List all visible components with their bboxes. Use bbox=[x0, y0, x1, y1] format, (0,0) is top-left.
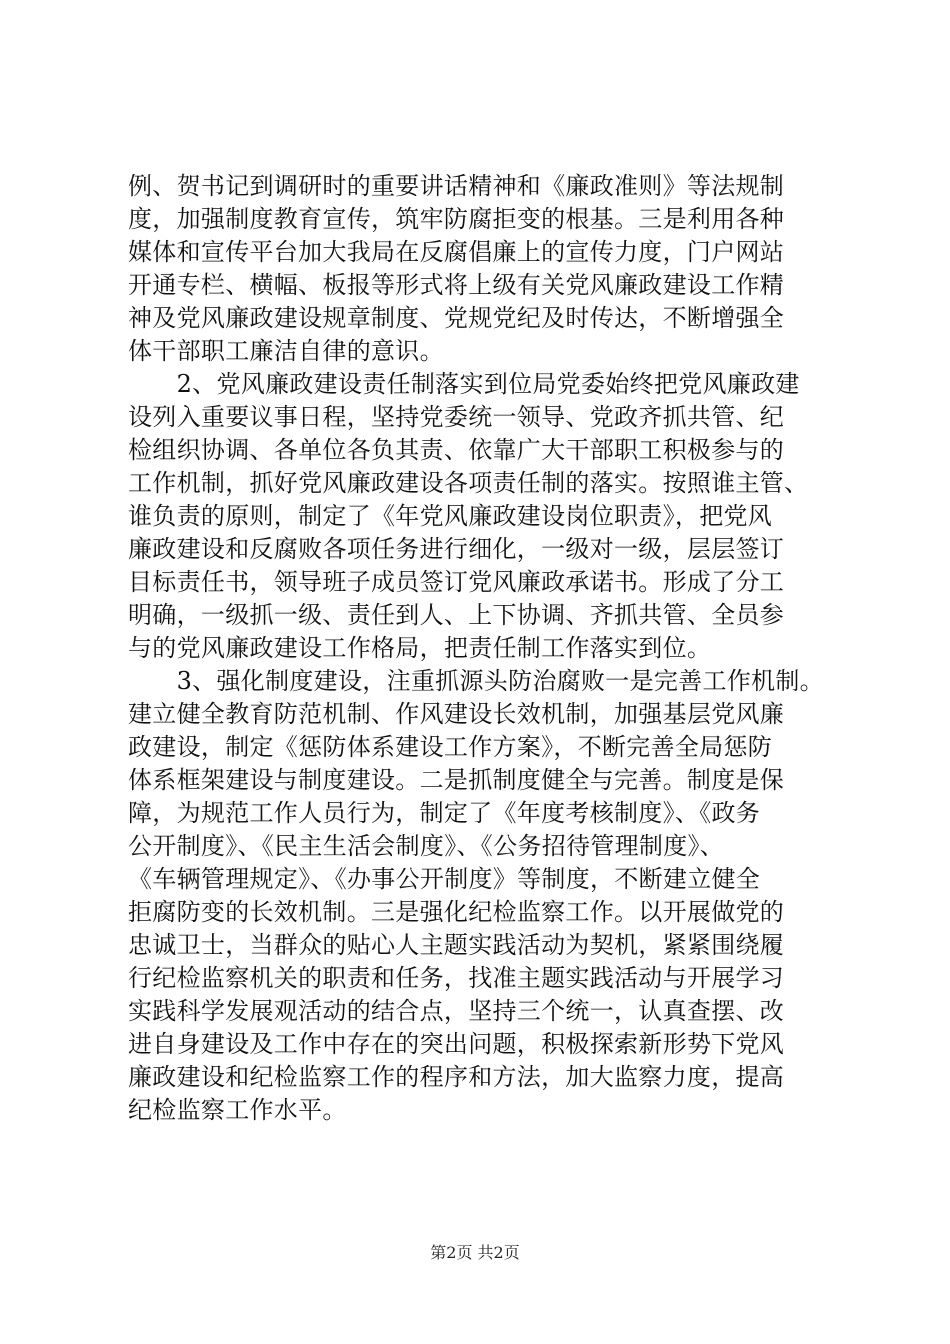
text-line: 纪检监察工作水平。 bbox=[128, 1096, 347, 1124]
text-line: 廉政建设和反腐败各项任务进行细化，一级对一级，层层签订 bbox=[128, 535, 785, 563]
text-line: 《车辆管理规定》、《办事公开制度》等制度，不断建立健全 bbox=[128, 865, 761, 893]
text-line: 度，加强制度教育宣传，筑牢防腐拒变的根基。三是利用各种 bbox=[128, 205, 785, 233]
document-body bbox=[128, 170, 850, 1127]
text-line: 廉政建设和纪检监察工作的程序和方法，加大监察力度，提高 bbox=[128, 1063, 785, 1091]
text-line: 设列入重要议事日程，坚持党委统一领导、党政齐抓共管、纪 bbox=[128, 403, 785, 431]
text-line: 与的党风廉政建设工作格局，把责任制工作落实到位。 bbox=[128, 634, 712, 662]
text-line: 实践科学发展观活动的结合点，坚持三个统一，认真查摆、改 bbox=[128, 997, 785, 1025]
text-line: 开通专栏、横幅、板报等形式将上级有关党风廉政建设工作精 bbox=[128, 271, 785, 299]
text-line: 体干部职工廉洁自律的意识。 bbox=[128, 337, 444, 365]
text-line: 3、强化制度建设，注重抓源头防治腐败一是完善工作机制。 bbox=[128, 667, 824, 695]
text-line: 进自身建设及工作中存在的突出问题，积极探索新形势下党风 bbox=[128, 1030, 785, 1058]
text-line: 体系框架建设与制度建设。二是抓制度健全与完善。制度是保 bbox=[128, 766, 785, 794]
text-line: 建立健全教育防范机制、作风建设长效机制，加强基层党风廉 bbox=[128, 700, 785, 728]
text-line: 例、贺书记到调研时的重要讲话精神和《廉政准则》等法规制 bbox=[128, 172, 785, 200]
text-line: 2、党风廉政建设责任制落实到位局党委始终把党风廉政建 bbox=[128, 370, 800, 398]
text-line: 政建设，制定《惩防体系建设工作方案》，不断完善全局惩防 bbox=[128, 733, 773, 761]
text-line: 工作机制，抓好党风廉政建设各项责任制的落实。按照谁主管、 bbox=[128, 469, 809, 497]
text-line: 行纪检监察机关的职责和任务，找准主题实践活动与开展学习 bbox=[128, 964, 785, 992]
text-line: 神及党风廉政建设规章制度、党规党纪及时传达，不断增强全 bbox=[128, 304, 785, 332]
text-line: 检组织协调、各单位各负其责、依靠广大干部职工积极参与的 bbox=[128, 436, 785, 464]
text-line: 公开制度》、《民主生活会制度》、《公务招待管理制度》、 bbox=[128, 832, 725, 860]
text-line: 忠诚卫士，当群众的贴心人主题实践活动为契机，紧紧围绕履 bbox=[128, 931, 785, 959]
text-line: 拒腐防变的长效机制。三是强化纪检监察工作。以开展做党的 bbox=[128, 898, 785, 926]
text-line: 媒体和宣传平台加大我局在反腐倡廉上的宣传力度，门户网站 bbox=[128, 238, 785, 266]
text-line: 明确，一级抓一级、责任到人、上下协调、齐抓共管、全员参 bbox=[128, 601, 785, 629]
text-line: 谁负责的原则，制定了《年党风廉政建设岗位职责》，把党风 bbox=[128, 502, 773, 530]
text-line: 目标责任书，领导班子成员签订党风廉政承诺书。形成了分工 bbox=[128, 568, 785, 596]
text-line: 障，为规范工作人员行为，制定了《年度考核制度》、《政务 bbox=[128, 799, 761, 827]
page-footer: 第2页 共2页 bbox=[430, 1243, 520, 1262]
